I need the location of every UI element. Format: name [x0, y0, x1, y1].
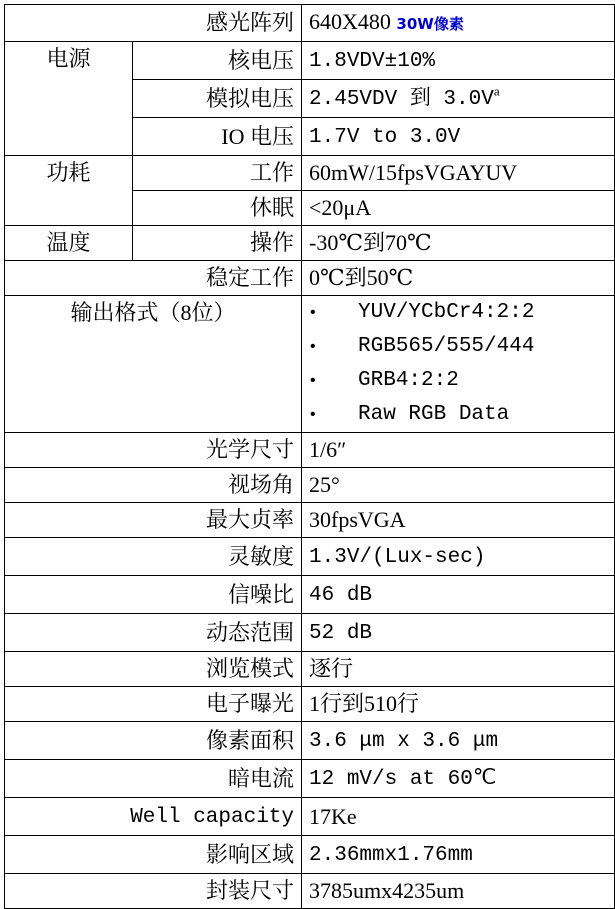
table-row [5, 226, 615, 261]
row-label: 灵敏度 [5, 538, 302, 576]
output-format-list [302, 296, 614, 432]
format-text: Raw RGB Data [358, 403, 510, 426]
row-label: 像素面积 [5, 722, 302, 760]
value-text: 2.36mmx1.76mm [309, 844, 473, 867]
table-row [5, 42, 615, 80]
row-value: 0℃到50℃ [302, 261, 615, 296]
category-power-consumption: 功耗 [5, 156, 133, 226]
value-text: 12 mV/s at 60℃ [309, 768, 497, 791]
row-label: 模拟电压 [133, 80, 302, 118]
table-row [5, 468, 615, 503]
row-value [302, 5, 615, 42]
row-value [302, 760, 615, 798]
row-label: 休眠 [133, 191, 302, 226]
bullet-icon: • [308, 406, 318, 424]
row-label: 光学尺寸 [5, 433, 302, 468]
value-text: 1.3V/(Lux-sec) [309, 546, 486, 569]
table-row [5, 760, 615, 798]
output-format-label: 输出格式（8位） [5, 296, 302, 433]
format-text: YUV/YCbCr4:2:2 [358, 301, 535, 324]
row-label: IO 电压 [133, 118, 302, 156]
list-item [302, 364, 614, 398]
value-text: 46 dB [309, 584, 373, 607]
table-row [5, 836, 615, 874]
row-value [302, 576, 615, 614]
table-row [5, 433, 615, 468]
row-value: 逐行 [302, 652, 615, 687]
table-row [5, 503, 615, 538]
list-item [302, 296, 614, 330]
table-row [5, 261, 615, 296]
row-label: 电子曝光 [5, 687, 302, 722]
row-value: 17Ke [302, 798, 615, 836]
table-row [5, 722, 615, 760]
value-text: 3.6 μm x 3.6 μm [309, 730, 499, 753]
row-value: -30℃到70℃ [302, 226, 615, 261]
row-label: 动态范围 [5, 614, 302, 652]
value-text: 1.7V to 3.0V [309, 126, 461, 149]
row-value [302, 538, 615, 576]
row-value [302, 836, 615, 874]
list-item [302, 330, 614, 364]
row-value [302, 80, 615, 118]
row-label: 视场角 [5, 468, 302, 503]
row-label: 工作 [133, 156, 302, 191]
value-text: 1.8VDV±10% [309, 50, 436, 73]
row-label: 封装尺寸 [5, 874, 302, 909]
row-value: 1/6″ [302, 433, 615, 468]
footnote-mark: a [493, 83, 500, 99]
row-label: 感光阵列 [5, 5, 302, 42]
row-value: 25° [302, 468, 615, 503]
pixel-note: 30W像素 [396, 15, 464, 33]
bullet-icon: • [308, 338, 318, 356]
table-row [5, 576, 615, 614]
output-format-values [302, 296, 615, 433]
bullet-icon: • [308, 372, 318, 390]
row-label: 核电压 [133, 42, 302, 80]
row-label: 浏览模式 [5, 652, 302, 687]
row-label: 信噪比 [5, 576, 302, 614]
value-text: 640X480 [309, 9, 391, 34]
row-value: 30fpsVGA [302, 503, 615, 538]
row-label: 操作 [133, 226, 302, 261]
table-row-output-format [5, 296, 615, 433]
table-row [5, 798, 615, 836]
list-item [302, 398, 614, 432]
row-label [5, 798, 302, 836]
table-row [5, 652, 615, 687]
value-text: 52 dB [309, 622, 373, 645]
category-power: 电源 [5, 42, 133, 156]
row-value [302, 118, 615, 156]
category-temperature: 温度 [5, 226, 133, 261]
table-row [5, 687, 615, 722]
table-row [5, 156, 615, 191]
row-value: 3785umx4235um [302, 874, 615, 909]
row-label: 影响区域 [5, 836, 302, 874]
table-row [5, 5, 615, 42]
row-label: 稳定工作 [5, 261, 302, 296]
label-text: Well capacity [130, 806, 295, 829]
value-text: 2.45VDV 到 3.0V [309, 88, 494, 111]
row-value [302, 722, 615, 760]
format-text: GRB4:2:2 [358, 369, 459, 392]
row-value: 1行到510行 [302, 687, 615, 722]
row-value [302, 42, 615, 80]
row-value [302, 614, 615, 652]
row-label: 暗电流 [5, 760, 302, 798]
table-row [5, 614, 615, 652]
row-value: 60mW/15fpsVGAYUV [302, 156, 615, 191]
bullet-icon: • [308, 304, 318, 322]
table-row [5, 538, 615, 576]
row-label: 最大贞率 [5, 503, 302, 538]
spec-table [4, 4, 615, 909]
row-value: <20μA [302, 191, 615, 226]
format-text: RGB565/555/444 [358, 335, 535, 358]
